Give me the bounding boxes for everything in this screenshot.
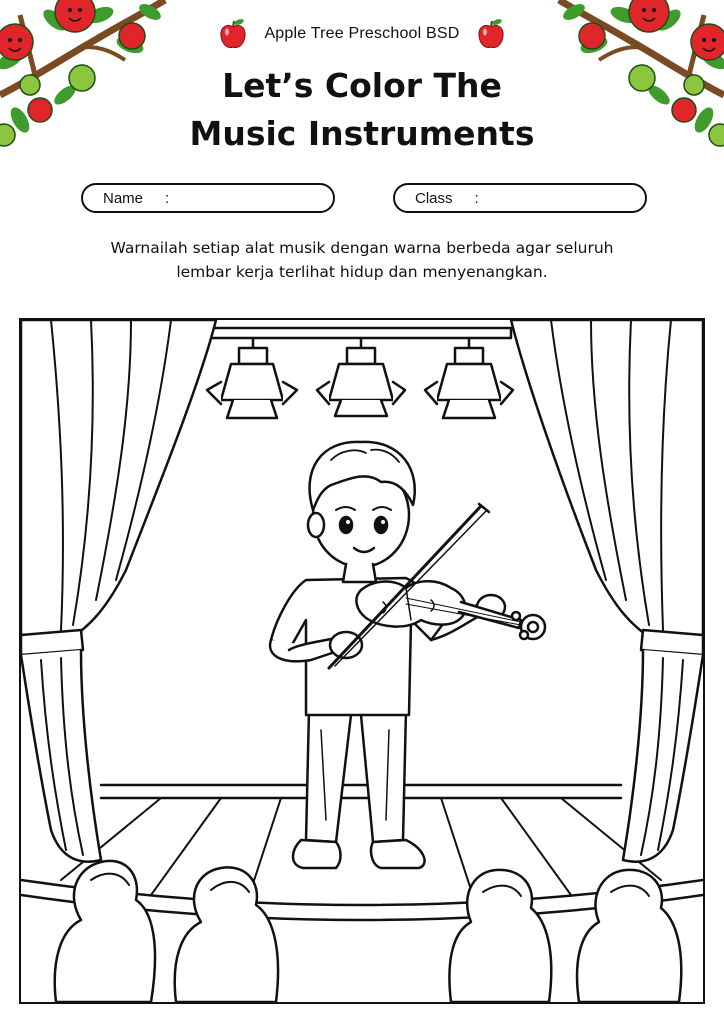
class-label: Class (415, 189, 453, 207)
apple-icon (218, 18, 248, 50)
class-field[interactable] (393, 183, 647, 213)
apple-icon (476, 18, 506, 50)
school-name: Apple Tree Preschool BSD (264, 25, 460, 42)
instruction-text (40, 236, 684, 284)
name-separator: : (165, 189, 170, 207)
page-title (0, 62, 724, 158)
title-line-2: Music Instruments (189, 114, 535, 153)
light-bar (211, 328, 511, 338)
curtain-left (21, 320, 216, 862)
name-field[interactable] (81, 183, 335, 213)
audience (55, 861, 682, 1002)
class-separator: : (474, 189, 479, 207)
stage-floorboards (61, 798, 661, 905)
instruction-line-2: lembar kerja terlihat hidup dan menyenangkan. (176, 263, 548, 281)
instruction-line-1: Warnailah setiap alat musik dengan warna berbeda agar seluruh (110, 239, 614, 257)
stage-lights (207, 338, 513, 418)
boy-violinist (270, 442, 505, 868)
curtain-right (511, 320, 703, 862)
violinist-on-stage-illustration (21, 320, 703, 1002)
name-label: Name (103, 189, 144, 207)
coloring-picture-frame (19, 318, 705, 1004)
school-header (0, 18, 724, 50)
title-line-1: Let’s Color The (222, 66, 502, 105)
